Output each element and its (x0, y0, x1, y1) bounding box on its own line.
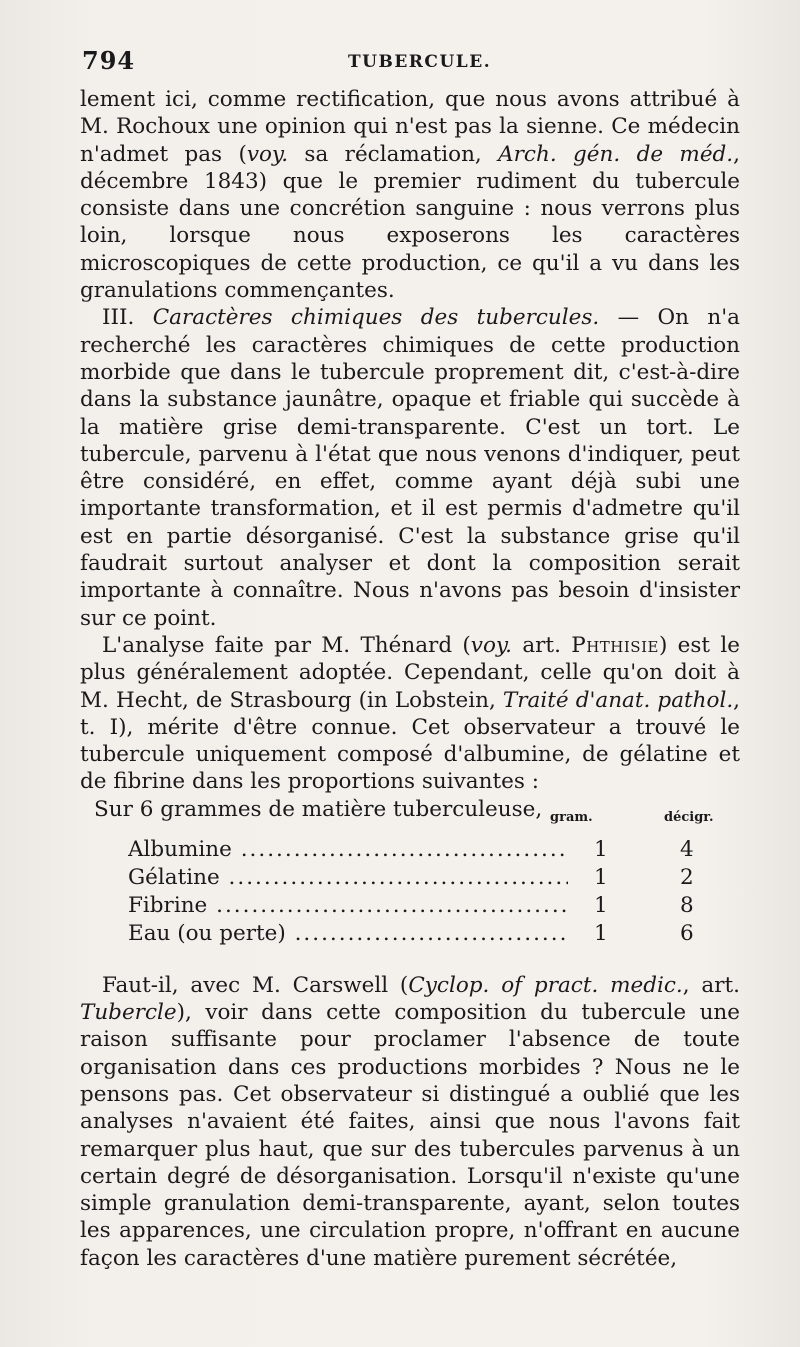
text-run: art. (512, 632, 572, 658)
paragraph-analysis (80, 632, 740, 796)
text-run: , t. I), mérite d'être connue. Cet observateur a trouvé le tubercule uniquement composé d'albumine, de gélatine et de fibrine dans les proportions suivantes : (80, 687, 740, 795)
text-run: Faut-il, avec M. Carswell ( (102, 972, 409, 998)
table-row (128, 892, 728, 919)
unit-decigr-header: décigr. (664, 809, 714, 825)
article-ref: Phthisie (571, 632, 659, 658)
decigr-value: 6 (680, 920, 694, 946)
gram-value: 1 (594, 920, 608, 946)
component-name: Fibrine ..... (128, 892, 568, 919)
journal-title: Cyclop. of pract. medic. (408, 972, 683, 998)
decigr-value: 4 (680, 836, 694, 862)
component-name: Eau (ou perte) ..... (128, 920, 568, 947)
section-title: Caractères chimiques des tubercules. (152, 305, 600, 331)
paragraph-rochoux (80, 86, 740, 304)
text-run: , art. (682, 972, 740, 998)
text-run: sa réclamation, (288, 141, 499, 167)
gram-value: 1 (594, 864, 608, 890)
italic-ref: voy. (470, 632, 513, 658)
component-name: Albumine ..... (128, 836, 568, 863)
section-numeral: III. (102, 305, 135, 331)
table-row (128, 864, 728, 891)
page-header (82, 46, 738, 80)
text-run: ), voir dans cette composition du tubercule une raison suffisante pour proclamer l'absence de toute organisation dans ces productions morbides ? Nous ne le pensons pas. Cet observateur si distingué a oublié que les analyses n'avaient été faites, ainsi que nous l'avons fait remarquer plus haut, que sur des tubercules parvenus à un certain degré de désorganisation. Lorsqu'il n'existe qu'une simple granulation demi-transparente, ayant, selon toutes les apparences, une circulation propre, n'offrant en aucune façon les caractères d'une matière purement sécrétée, (80, 1000, 740, 1271)
gram-value: 1 (594, 892, 608, 918)
text-run: L'analyse faite par M. Thénard ( (102, 632, 471, 658)
component-name: Gélatine ..... (128, 864, 568, 891)
text-run: lement ici, comme rectification, que nous avons attribué à M. Rochoux une opinion qui n'est pas la sienne. Ce médecin n'admet pas ( (80, 87, 740, 167)
italic-ref: voy. (246, 141, 289, 167)
table-row (128, 920, 728, 947)
unit-gram-header: gram. (550, 809, 593, 825)
journal-title: Arch. gén. de méd. (498, 141, 734, 167)
book-title: Traité d'anat. pathol. (502, 687, 734, 713)
page-number: 794 (82, 46, 136, 75)
text-run: — On n'a recherché les caractères chimiques de cette production morbide que dans le tubercule proprement dit, c'est-à-dire dans la substance jaunâtre, opaque et friable qui succède à la matière grise demi-transparente. C'est un tort. Le tubercule, parvenu à l'état que nous venons d'indiquer, peut être considéré, en effet, comme ayant déjà subi une importante transformation, et il est permis d'admetre qu'il est en partie désorganisé. C'est la substance grise qu'il faudrait surtout analyser et dont la composition serait importante à connaître. Nous n'avons pas besoin d'insister sur ce point. (80, 305, 740, 631)
running-head: TUBERCULE. (348, 52, 492, 72)
decigr-value: 2 (680, 864, 694, 890)
paragraph-carswell (80, 972, 740, 1272)
text-run: ) est le plus généralement adoptée. Cependant, celle qu'on doit à M. Hecht, de Strasbourg (in Lobstein, (80, 632, 740, 713)
section-chemical-characters (80, 304, 740, 632)
decigr-value: 8 (680, 892, 694, 918)
composition-table (80, 796, 740, 972)
gram-value: 1 (594, 836, 608, 862)
table-intro: Sur 6 grammes de matière tuberculeuse, (94, 796, 543, 822)
text-run: , décembre 1843) que le premier rudiment du tubercule consiste dans une concrétion sanguine : nous verrons plus loin, lorsque nous exposerons les caractères microscopiques de cette production, ce qu'il a vu dans les granulations commençantes. (80, 141, 740, 304)
article-ref: Tubercle (80, 1000, 177, 1026)
body-text (80, 86, 740, 1272)
table-row (128, 836, 728, 863)
